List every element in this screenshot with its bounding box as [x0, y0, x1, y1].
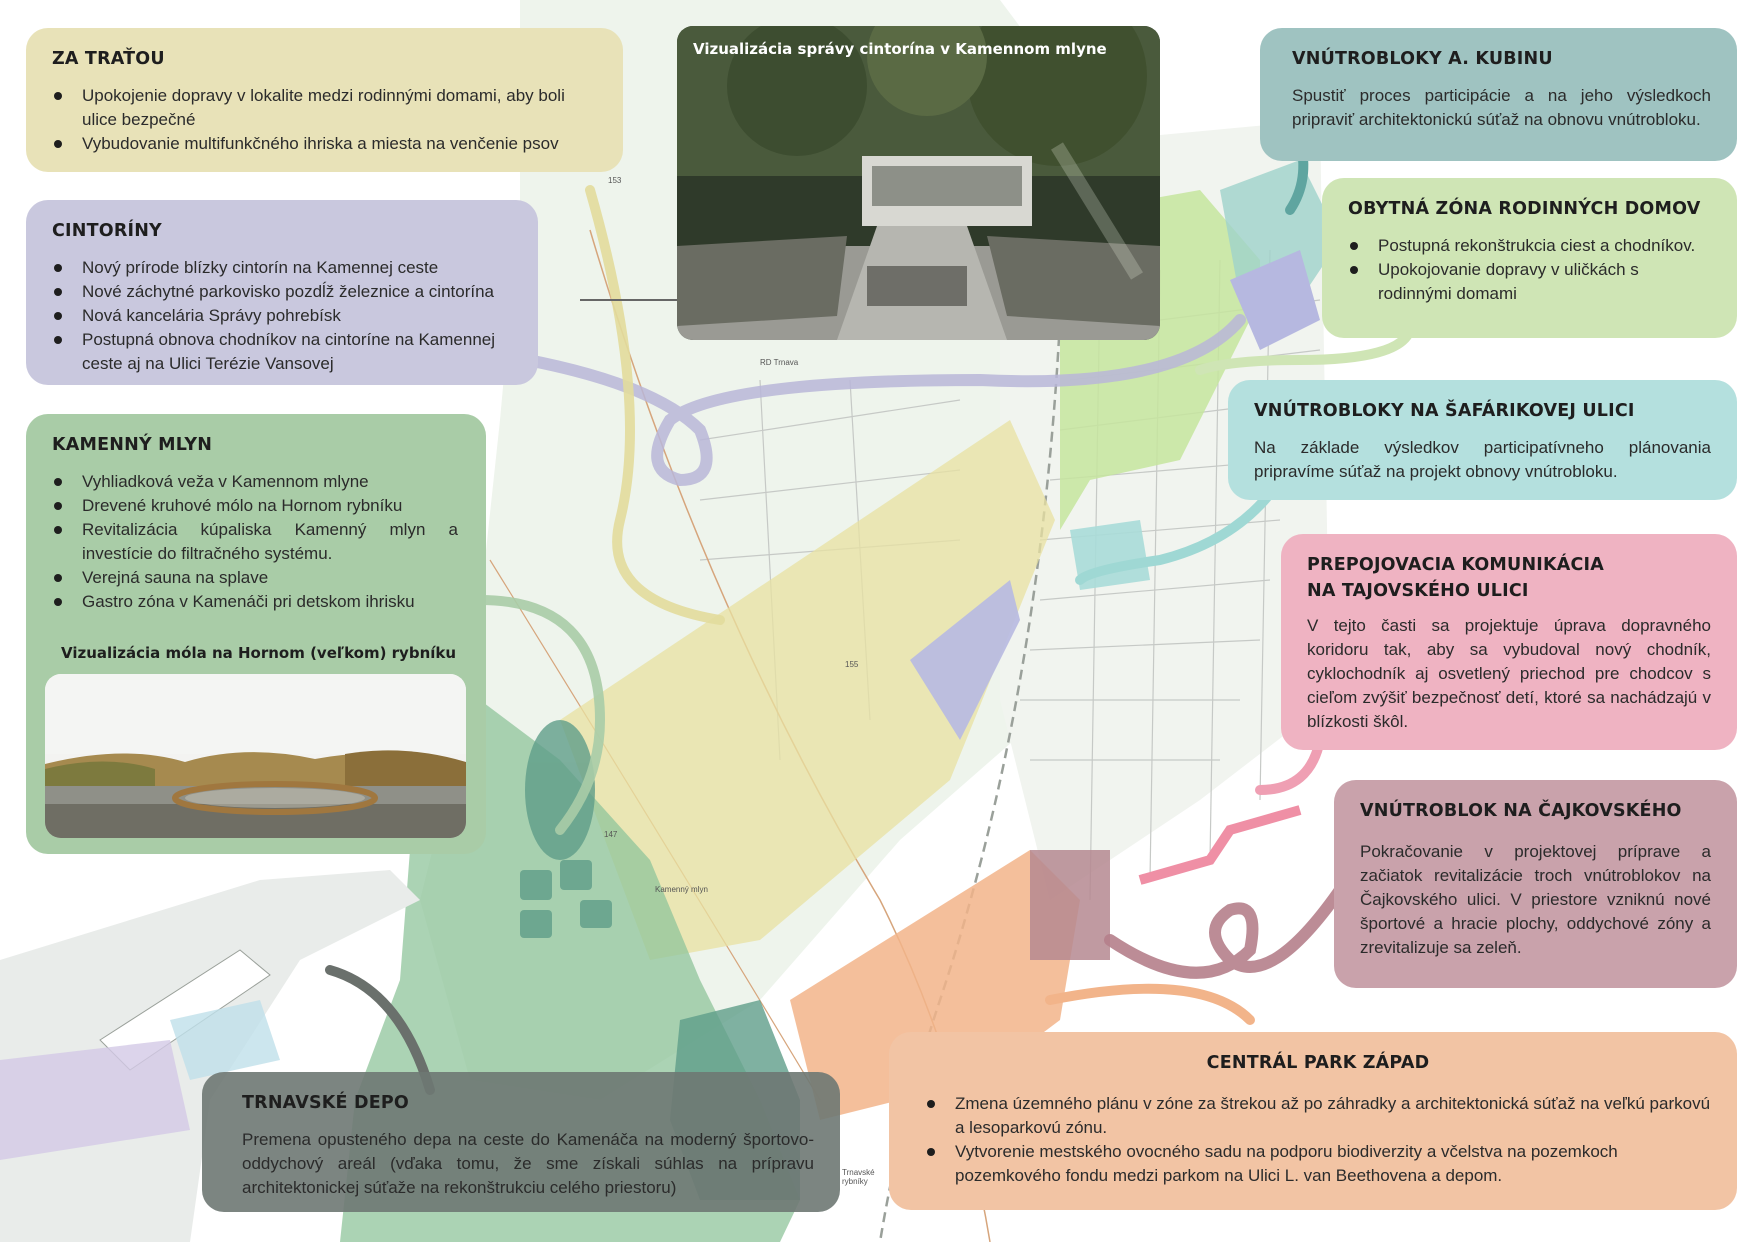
map-label-153: 153 [608, 176, 622, 185]
card-cajkovskeho-text: Pokračovanie v projektovej príprave a začiatok revitalizácie troch vnútroblokov na Čajkovského ulici. V priestore vzniknú nové športové a hracie plochy, oddychové zóny a zrevitalizuje sa zeleň. [1360, 842, 1711, 957]
card-prepojovacia-title [1307, 552, 1711, 604]
card-safarikova [1228, 380, 1737, 500]
list-item: Gastro zóna v Kamenáči pri detskom ihrisku [52, 590, 460, 614]
card-central-park-list [925, 1092, 1711, 1188]
card-obytna-title: OBYTNÁ ZÓNA RODINNÝCH DOMOV [1348, 199, 1701, 219]
card-central-park [889, 1032, 1737, 1210]
zone-cajkovskeho [1030, 850, 1110, 960]
list-item: Zmena územného plánu v zóne za štrekou až po záhradky a architektonická súťaž na veľkú parkovú a lesoparkovú zónu. [925, 1092, 1711, 1140]
photo-molo-image [45, 674, 466, 838]
list-item: Vybudovanie multifunkčného ihriska a miesta na venčenie psov [52, 132, 597, 156]
card-cintoriny-list [52, 256, 512, 376]
list-item: Postupná rekonštrukcia ciest a chodníkov. [1348, 234, 1711, 258]
map-label-155: 155 [845, 660, 859, 669]
card-kubinu-title: VNÚTROBLOKY A. KUBINU [1292, 49, 1553, 69]
card-depo-text: Premena opusteného depa na ceste do Kamenáča na moderný športovo-oddychový areál (vďaka tomu, že sme získali súhlas na prípravu architektonickej súťaže na rekonštrukciu celého priestoru) [242, 1130, 814, 1197]
card-depo-title: TRNAVSKÉ DEPO [242, 1093, 409, 1113]
card-safarikova-text: Na základe výsledkov participatívneho plánovania pripravíme súťaž na projekt obnovy vnútrobloku. [1254, 438, 1711, 481]
card-obytna [1322, 178, 1737, 338]
card-cintoriny-title: CINTORÍNY [52, 221, 162, 241]
card-kubinu-text: Spustiť proces participácie a na jeho výsledkoch pripraviť architektonickú súťaž na obnovu vnútrobloku. [1292, 86, 1711, 129]
photo-molo-caption: Vizualizácia móla na Hornom (veľkom) rybníku [61, 644, 457, 662]
list-item: Drevené kruhové mólo na Hornom rybníku [52, 494, 460, 518]
card-za-tratou-list [52, 84, 597, 156]
map-label-trnavske-rybniky: Trnavské rybníky [842, 1168, 875, 1186]
card-kamenny-mlyn [26, 414, 486, 854]
list-item: Vyhliadková veža v Kamennom mlyne [52, 470, 460, 494]
list-item: Upokojovanie dopravy v uličkách s rodinnými domami [1348, 258, 1711, 306]
card-depo [202, 1072, 840, 1212]
map-label-147: 147 [604, 830, 618, 839]
photo-cintorin [677, 26, 1160, 340]
card-prepojovacia-text: V tejto časti sa projektuje úprava dopravného koridoru tak, aby sa vybudoval nový chodník, cyklochodník aj osvetlený priechod pre chodcov s cieľom zvýšiť bezpečnosť detí, ktoré sa nachádzajú v blízkosti škôl. [1307, 616, 1711, 731]
map-label-rd-trnava: RD Trnava [760, 358, 799, 367]
card-prepojovacia [1281, 534, 1737, 750]
list-item: Verejná sauna na splave [52, 566, 460, 590]
photo-cintorin-caption: Vizualizácia správy cintorína v Kamennom mlyne [693, 40, 1107, 58]
list-item: Nová kancelária Správy pohrebísk [52, 304, 512, 328]
list-item: Upokojenie dopravy v lokalite medzi rodinnými domami, aby boli ulice bezpečné [52, 84, 597, 132]
card-za-tratou [26, 28, 623, 172]
card-kamenny-mlyn-list [52, 470, 460, 614]
card-za-tratou-title: ZA TRAŤOU [52, 49, 165, 69]
list-item: Nové záchytné parkovisko pozdĺž železnice a cintorína [52, 280, 512, 304]
card-prepojovacia-title-line1: PREPOJOVACIA KOMUNIKÁCIA [1307, 555, 1605, 575]
card-cintoriny [26, 200, 538, 385]
photo-cintorin-image [677, 26, 1160, 340]
card-kubinu [1260, 28, 1737, 161]
list-item: Vytvorenie mestského ovocného sadu na podporu biodiverzity a včelstva na pozemkoch pozemkového fondu medzi parkom na Ulici L. van Beethovena a depom. [925, 1140, 1711, 1188]
card-cajkovskeho [1334, 780, 1737, 988]
card-obytna-list [1348, 234, 1711, 306]
photo-molo [45, 674, 466, 838]
card-kamenny-mlyn-title: KAMENNÝ MLYN [52, 435, 213, 455]
list-item: Postupná obnova chodníkov na cintoríne na Kamennej ceste aj na Ulici Terézie Vansovej [52, 328, 512, 376]
card-safarikova-title: VNÚTROBLOKY NA ŠAFÁRIKOVEJ ULICI [1254, 401, 1635, 421]
card-central-park-title: CENTRÁL PARK ZÁPAD [1206, 1053, 1430, 1073]
map-label-kamenny-mlyn: Kamenný mlyn [655, 885, 708, 894]
list-item: Nový prírode blízky cintorín na Kamennej ceste [52, 256, 512, 280]
card-cajkovskeho-title: VNÚTROBLOK NA ČAJKOVSKÉHO [1360, 801, 1682, 821]
list-item: Revitalizácia kúpaliska Kamenný mlyn a investície do filtračného systému. [52, 518, 460, 566]
card-prepojovacia-title-line2: NA TAJOVSKÉHO ULICI [1307, 581, 1529, 601]
